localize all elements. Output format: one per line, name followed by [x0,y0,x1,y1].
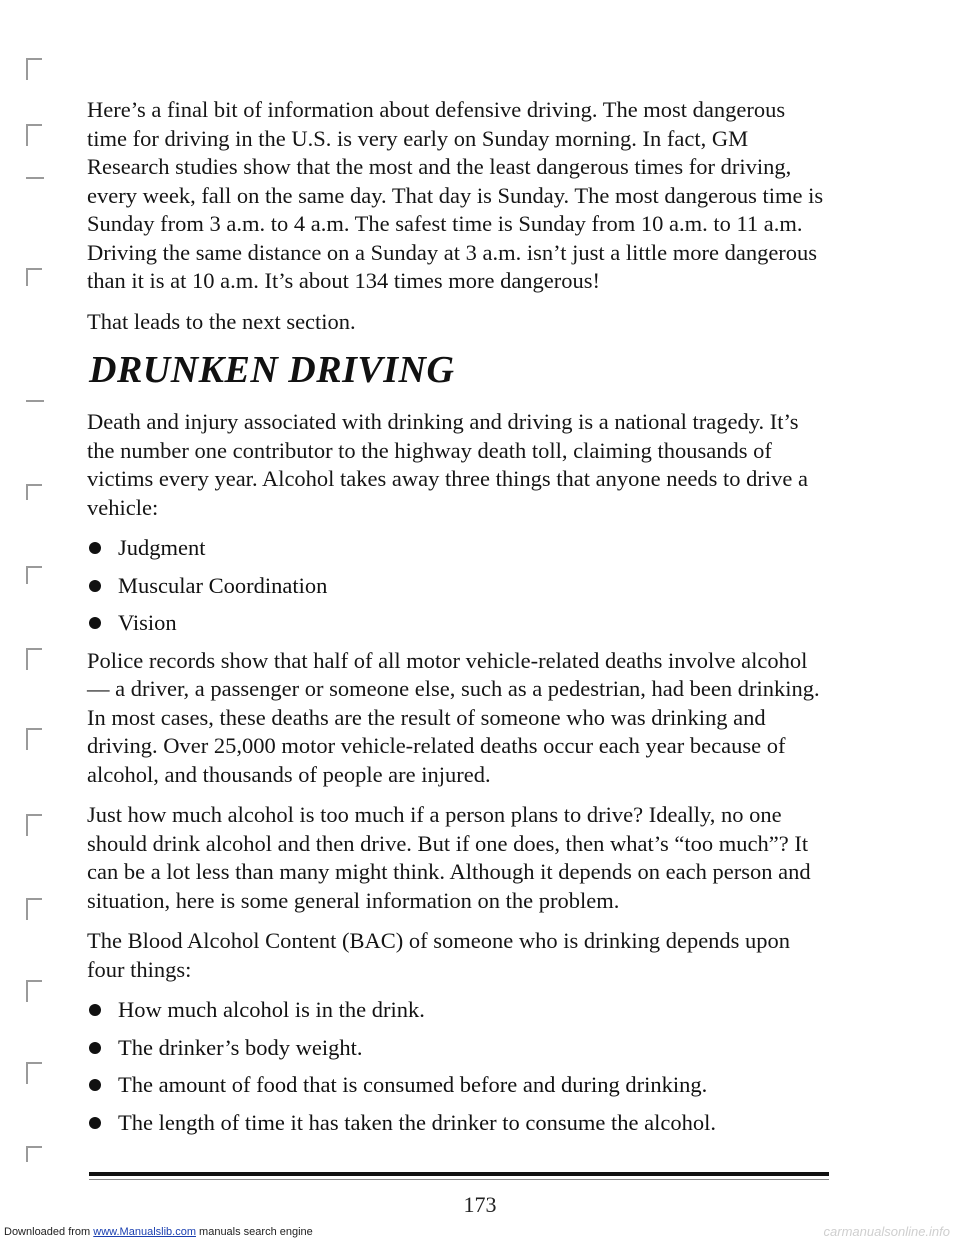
paragraph-police-records: Police records show that half of all motor vehicle-related deaths involve alcohol — a driver, a passenger or someone else, such as a pedestrian, had been drinking. In most cases, these deaths are the result of someone who was drinking and driving. Over 25,000 motor vehicle-related deaths occur each year because of alcohol, and thousands of people are injured. [87,647,820,787]
paragraph-defensive-driving: Here’s a final bit of information about defensive driving. The most dangerous time for driving in the U.S. is very early on Sunday morning. In fact, GM Research studies show that the most and the least dangerous times for driving, every week, fall on the same day. That day is Sunday. The most dangerous time is Sunday from 3 a.m. to 4 a.m. The safest time is Sunday from 10 a.m. to 11 a.m. Driving the same distance on a Sunday at 3 a.m. isn’t just a little more dangerous than it is at 10 a.m. It’s about 134 times more dangerous! [87,97,824,293]
bullet-icon [89,1004,101,1016]
download-footer-prefix: Downloaded from [4,1226,94,1238]
list-item-text: Muscular Coordination [118,572,328,598]
margin-mark [26,177,44,179]
margin-mark [26,980,42,1002]
list-item-text: The length of time it has taken the drinker to consume the alcohol. [118,1109,716,1135]
manualslib-link[interactable]: www.Manualslib.com [93,1226,196,1238]
scan-margin-marks [0,0,70,1242]
list-item [87,1071,827,1100]
margin-mark [26,566,42,584]
page-content [87,96,827,1146]
margin-mark [26,1146,42,1162]
bullet-icon [89,542,101,554]
paragraph-how-much: Just how much alcohol is too much if a person plans to drive? Ideally, no one should drink alcohol and then drive. But if one does, then what’s “too much”? It can be a lot less than many might think. Although it depends on each person and situation, here is some general information on the problem. [87,802,811,913]
margin-mark [26,58,42,80]
bullet-icon [89,1117,101,1129]
margin-mark [26,400,44,402]
margin-mark [26,124,42,146]
margin-mark [26,728,42,750]
list-item-text: The drinker’s body weight. [118,1034,363,1060]
margin-mark [26,484,42,500]
margin-mark [26,268,42,286]
paragraph-transition: That leads to the next section. [87,308,356,334]
list-item [87,534,827,563]
bullet-list-bac-factors [87,996,827,1137]
list-item-text: How much alcohol is in the drink. [118,997,425,1022]
paragraph-bac: The Blood Alcohol Content (BAC) of someone who is drinking depends upon four things: [87,928,791,982]
section-heading: DRUNKEN DRIVING [89,349,455,391]
list-item [87,996,827,1025]
margin-mark [26,814,42,836]
site-watermark: carmanualsonline.info [823,1224,950,1239]
bullet-list-alcohol-effects [87,534,827,638]
bullet-icon [89,1079,101,1091]
footer-rule [89,1172,829,1176]
list-item [87,609,827,638]
page-number: 173 [463,1192,497,1217]
margin-mark [26,648,42,670]
list-item-text: Judgment [118,535,206,560]
margin-mark [26,898,42,920]
margin-mark [26,1062,42,1084]
list-item [87,1109,827,1138]
download-footer [4,1226,313,1238]
list-item [87,1034,827,1063]
download-footer-suffix: manuals search engine [195,1226,313,1238]
list-item-text: The amount of food that is consumed before and during drinking. [118,1072,708,1097]
paragraph-drunken-intro: Death and injury associated with drinking and driving is a national tragedy. It’s the number one contributor to the highway death toll, claiming thousands of victims every year. Alcohol takes away three things that anyone needs to drive a vehicle: [87,409,809,520]
bullet-icon [89,1042,101,1054]
list-item-text: Vision [118,610,177,635]
bullet-icon [89,580,101,592]
footer-rule-thin [89,1179,829,1180]
bullet-icon [89,617,101,629]
list-item [87,572,827,601]
